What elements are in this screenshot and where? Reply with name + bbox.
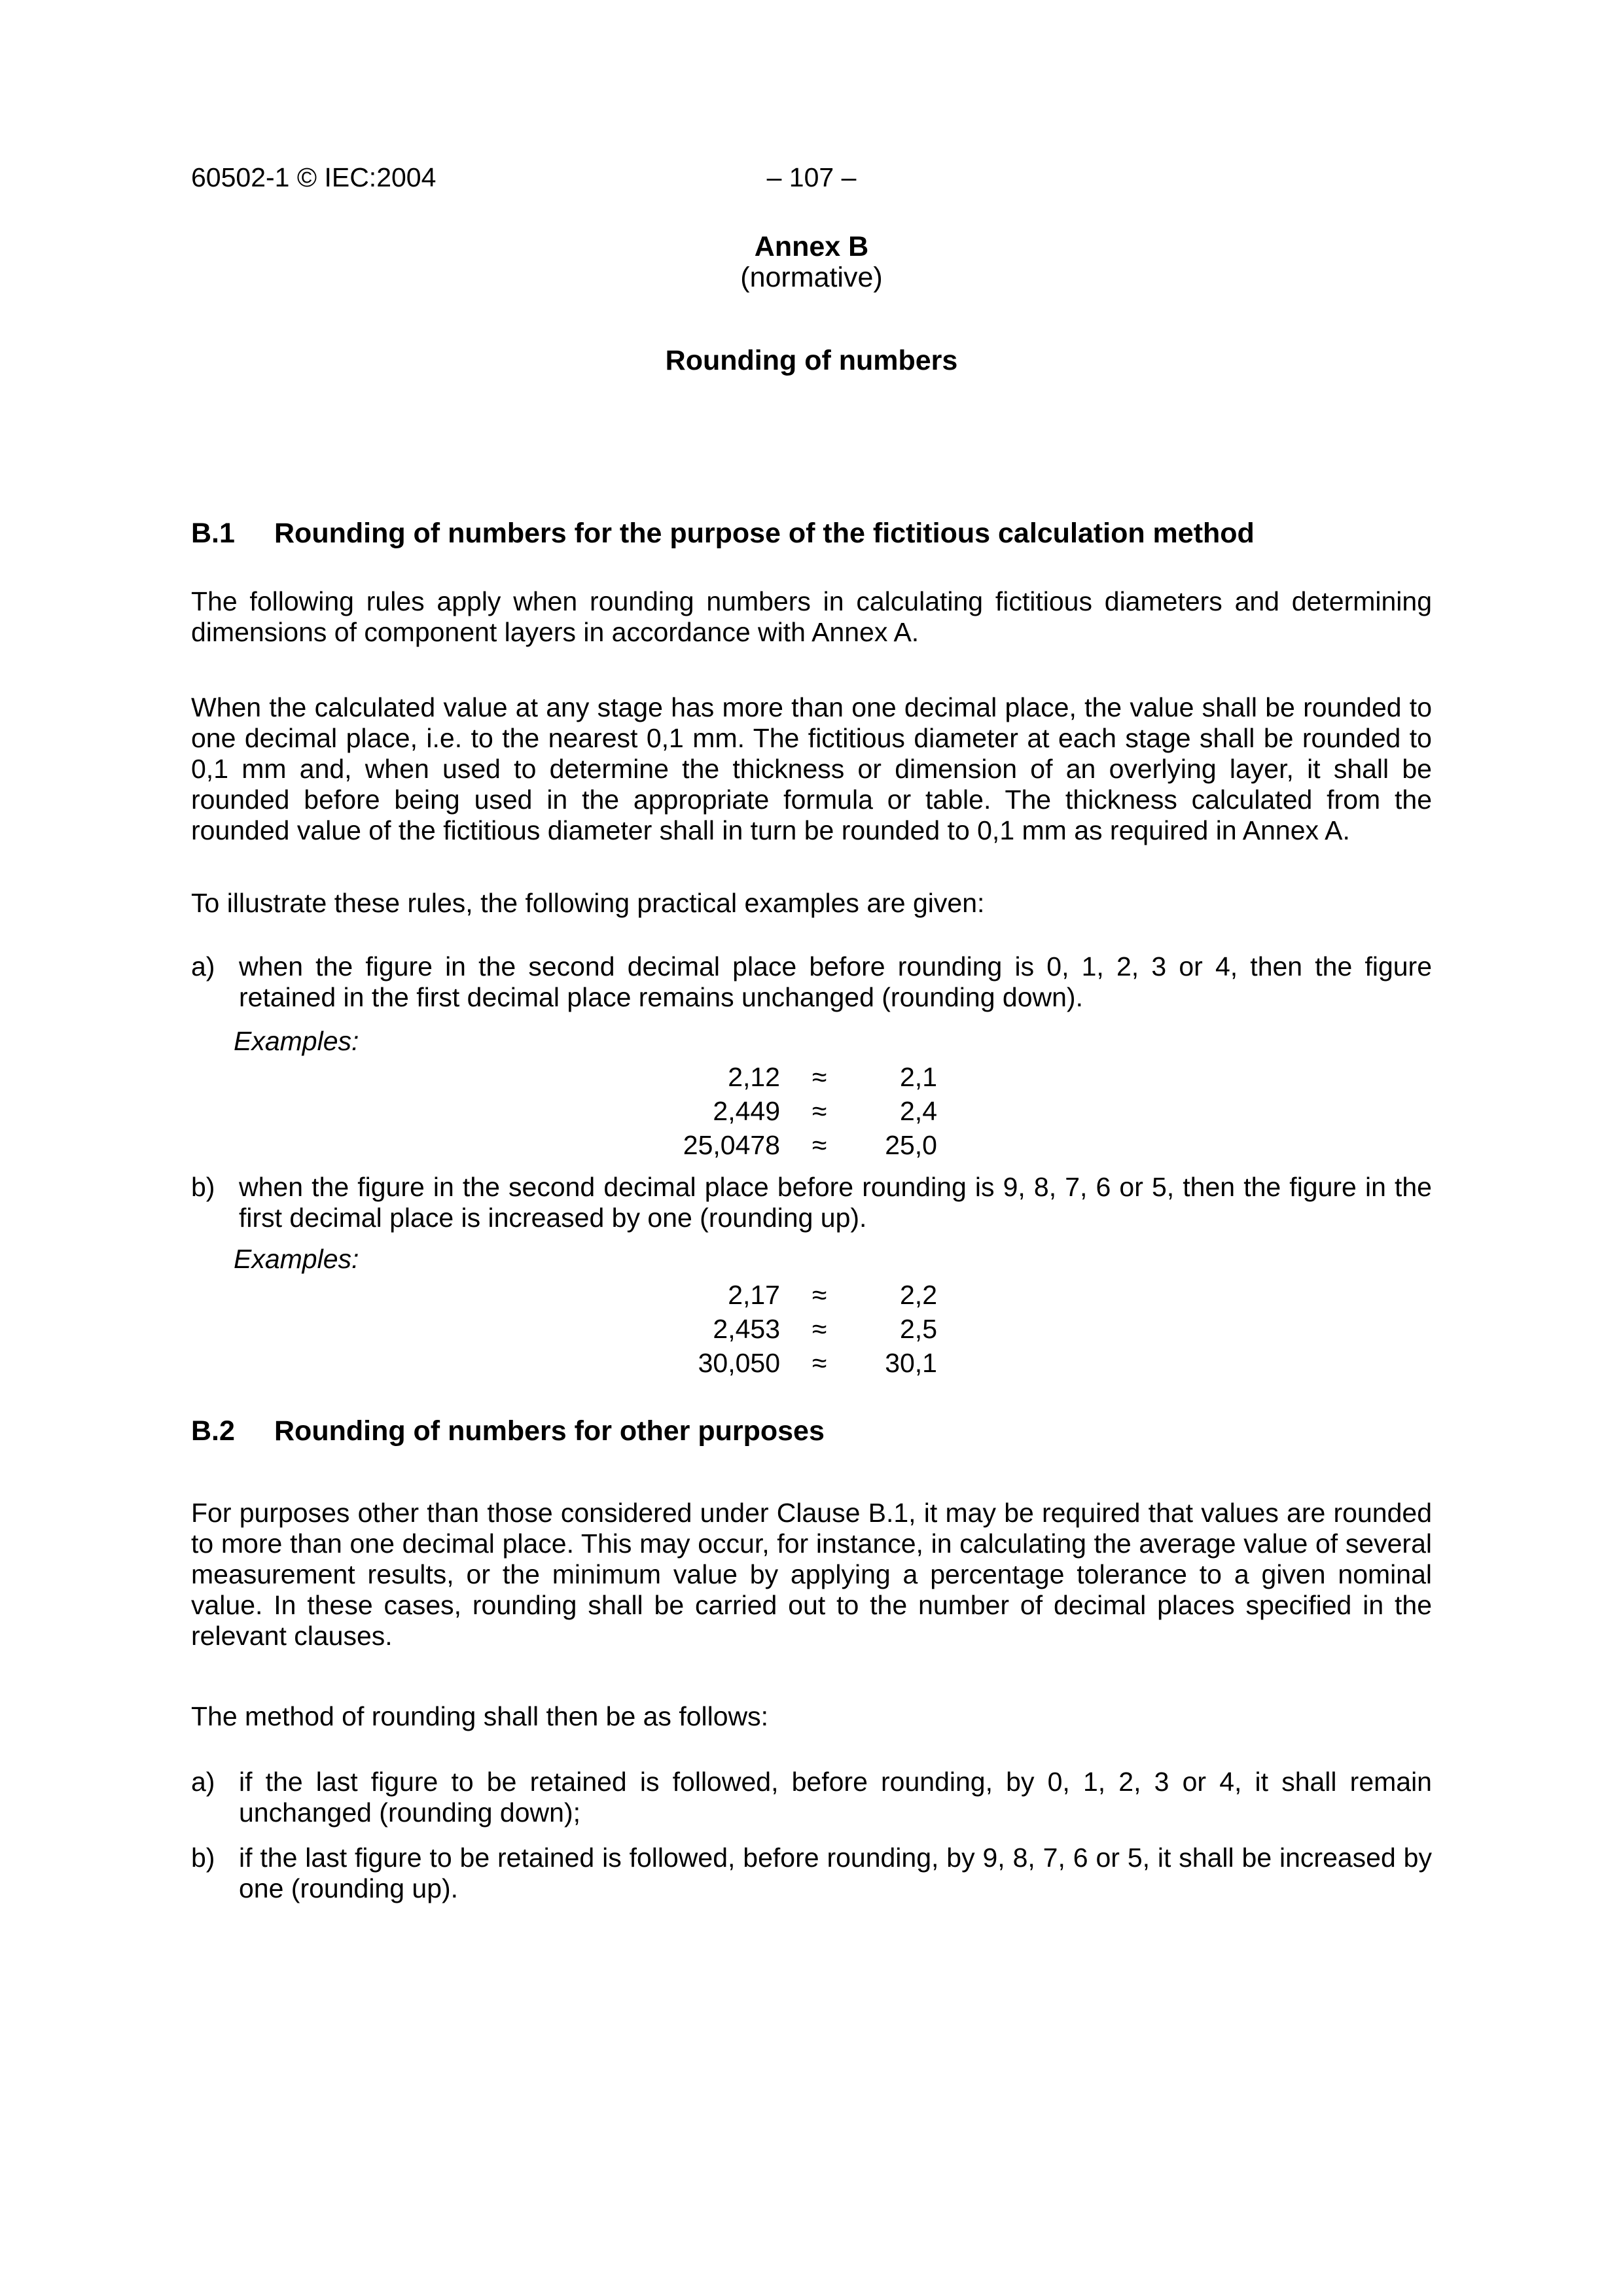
- example-value: 2,449: [713, 1096, 780, 1126]
- example-result: 2,5: [900, 1314, 937, 1344]
- clause-title: Rounding of numbers for the purpose of the fictitious calculation method: [274, 518, 1255, 549]
- example-row: [656, 1278, 1432, 1312]
- examples-label: Examples:: [234, 1026, 359, 1056]
- list-item-text: if the last figure to be retained is followed, before rounding, by 0, 1, 2, 3 or 4, it shall remain unchanged (rounding down);: [239, 1767, 1432, 1828]
- examples-table-a: [656, 1060, 1432, 1162]
- example-row: [656, 1128, 1432, 1162]
- example-result: 30,1: [885, 1348, 937, 1378]
- approx-symbol: ≈: [812, 1280, 827, 1310]
- example-value: 2,453: [713, 1314, 780, 1344]
- approx-symbol: ≈: [812, 1130, 827, 1160]
- body-paragraph: When the calculated value at any stage has more than one decimal place, the value shall be rounded to one decimal place, i.e. to the nearest 0,1 mm. The fictitious diameter at each stage shall be rounded to 0,1 mm and, when used to determine the thickness or dimension of an overlying layer, it shall be rounded before being used in the appropriate formula or table. The thickness calculated from the rounded value of the fictitious diameter shall in turn be rounded to 0,1 mm as required in Annex A.: [191, 692, 1432, 845]
- example-row: [656, 1312, 1432, 1346]
- page-header: [191, 162, 1432, 193]
- section-heading-b1: [191, 518, 1432, 549]
- example-result: 2,2: [900, 1280, 937, 1310]
- list-item-b: [191, 1172, 1432, 1233]
- list-item-text: if the last figure to be retained is followed, before rounding, by 9, 8, 7, 6 or 5, it shall be increased by one (rounding up).: [239, 1843, 1432, 1903]
- document-reference: 60502-1 © IEC:2004: [191, 162, 437, 192]
- approx-symbol: ≈: [812, 1062, 827, 1092]
- example-row: [656, 1346, 1432, 1380]
- list-item-marker: a): [191, 951, 215, 981]
- example-value: 2,12: [728, 1062, 780, 1092]
- list-item-text: when the figure in the second decimal place before rounding is 9, 8, 7, 6 or 5, then the figure in the first decimal place is increased by one (rounding up).: [239, 1172, 1432, 1233]
- example-row: [656, 1094, 1432, 1128]
- example-result: 2,1: [900, 1062, 937, 1092]
- annex-title: Annex B: [754, 231, 869, 262]
- example-result: 25,0: [885, 1130, 937, 1160]
- body-paragraph: The following rules apply when rounding numbers in calculating fictitious diameters and determining dimensions of component layers in accordance with Annex A.: [191, 586, 1432, 647]
- example-row: [656, 1060, 1432, 1094]
- clause-title: Rounding of numbers for other purposes: [274, 1415, 825, 1447]
- list-item-marker: b): [191, 1172, 215, 1202]
- example-value: 2,17: [728, 1280, 780, 1310]
- example-value: 25,0478: [683, 1130, 780, 1160]
- examples-table-b: [656, 1278, 1432, 1380]
- approx-symbol: ≈: [812, 1096, 827, 1126]
- body-paragraph: To illustrate these rules, the following practical examples are given:: [191, 888, 985, 918]
- example-result: 2,4: [900, 1096, 937, 1126]
- list-item-a: [191, 1767, 1432, 1828]
- example-value: 30,050: [698, 1348, 780, 1378]
- list-item-a: [191, 951, 1432, 1013]
- clause-number: B.1: [191, 518, 235, 549]
- list-item-b: [191, 1843, 1432, 1904]
- list-item-marker: b): [191, 1843, 215, 1873]
- page-number: – 107 –: [766, 162, 857, 192]
- list-item-text: when the figure in the second decimal place before rounding is 0, 1, 2, 3 or 4, then the figure retained in the first decimal place remains unchanged (rounding down).: [239, 951, 1432, 1012]
- body-paragraph: The method of rounding shall then be as follows:: [191, 1701, 769, 1731]
- annex-status: (normative): [740, 262, 883, 293]
- body-paragraph: For purposes other than those considered under Clause B.1, it may be required that values are rounded to more than one decimal place. This may occur, for instance, in calculating the average value of several measurement results, or the minimum value by applying a percentage tolerance to a given nominal value. In these cases, rounding shall be carried out to the number of decimal places specified in the relevant clauses.: [191, 1498, 1432, 1651]
- list-item-marker: a): [191, 1767, 215, 1797]
- document-title: Rounding of numbers: [665, 345, 958, 376]
- examples-label: Examples:: [234, 1244, 359, 1274]
- approx-symbol: ≈: [812, 1314, 827, 1344]
- clause-number: B.2: [191, 1415, 235, 1447]
- section-heading-b2: [191, 1416, 1432, 1447]
- approx-symbol: ≈: [812, 1348, 827, 1378]
